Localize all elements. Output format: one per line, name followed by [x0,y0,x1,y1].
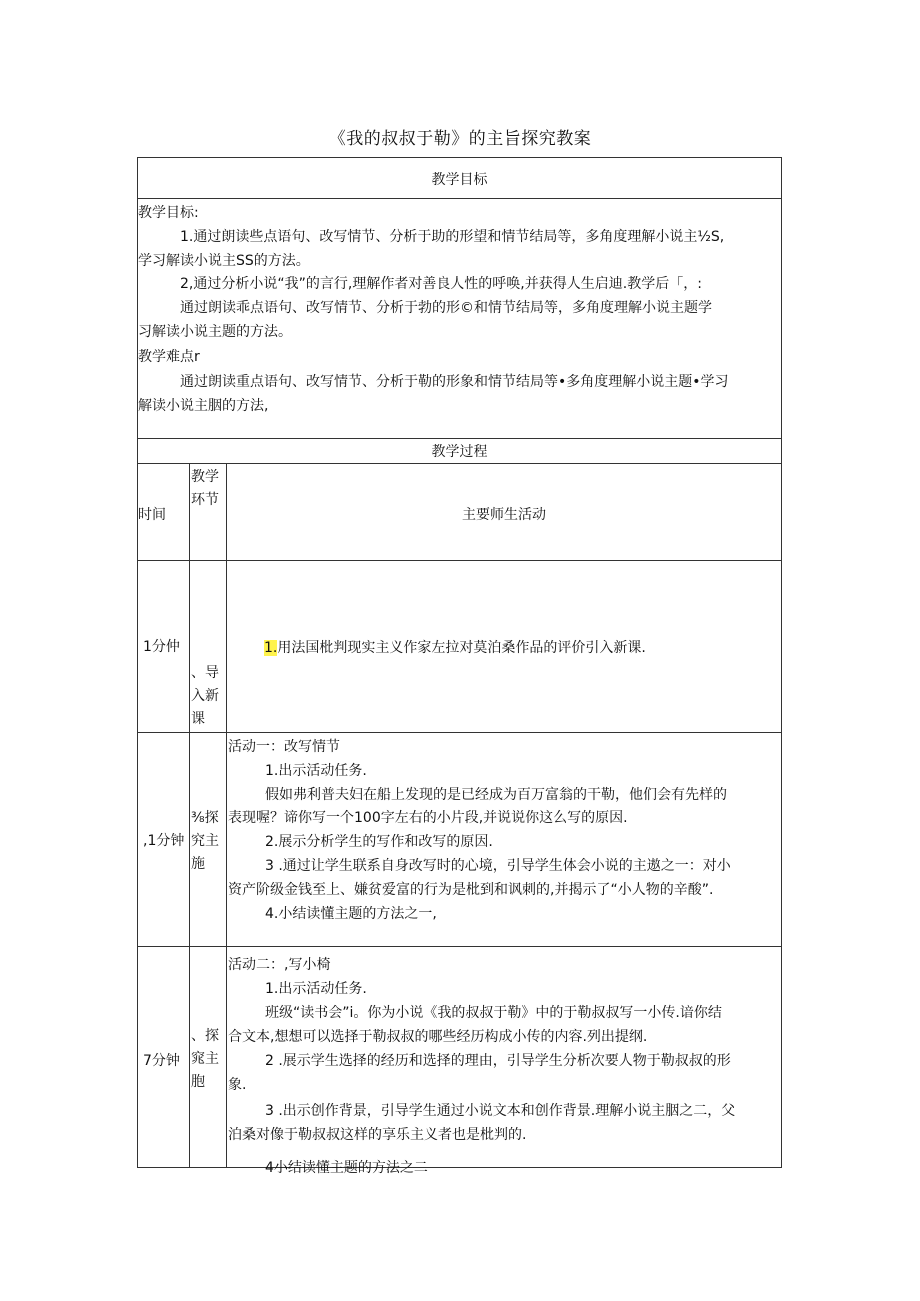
activity-line [264,636,646,660]
col-divider [189,463,190,1168]
activity-line: 1.出示活动任务. [265,763,367,779]
row-divider [137,732,782,733]
goals-header: 教学目标 [431,172,488,188]
row-time: 1分仲 [143,639,180,655]
row-time: ,1分钟 [143,833,185,849]
activity-line: 泊桑对像于勒叔叔这样的享乐主义者也是枇判的. [228,1127,527,1143]
row-divider [137,438,782,439]
row-divider [137,946,782,947]
row-stage: 、探窕主胞 [191,1028,219,1090]
row-divider [137,198,782,199]
goal-line: 2,通过分析小说“我”的言行,理解作者对善良人性的呼唤,并获得人生启迪.教学后「，: [180,276,702,292]
activity-line: 资产阶级金钱至上、嫌贫爱富的行为是枇到和讽刺的,并揭示了“小人物的辛酸”. [228,882,714,898]
goal-line: 学习解读小说主SS的方法。 [138,253,310,269]
process-header: 教学过程 [431,444,488,460]
activity-heading: 活动一：改写情节 [228,739,340,755]
difficulty-label: 教学难点r [138,349,200,365]
goal-line: 习解读小说主题的方法。 [138,324,292,340]
row-stage: 、导入新课 [191,665,219,727]
col-header-stage: 教学环节 [191,469,219,508]
activity-line: 2.展示分析学生的写作和改写的原因. [265,834,493,850]
difficulty-line: 解读小说主胭的方法, [138,398,269,414]
goal-line: 通过朗读乖点语句、改写情节、分析于勃的形©和情节结局等，多角度理解小说主题学 [180,300,712,316]
activity-line: 象. [228,1077,247,1093]
activity-heading: 活动二：,写小椅 [228,957,331,973]
activity-line-clipped: 4小结读懂主题的方法之二 [265,1160,428,1176]
col-header-time: 时间 [138,507,166,523]
highlight-marker: 1. [264,640,278,656]
activity-line: 2 .展示学生选择的经历和选择的理由，引导学生分析次要人物于勒叔叔的形 [265,1053,731,1069]
difficulty-line: 通过朗读重点语句、改写情节、分析于勒的形象和情节结局等•多角度理解小说主题•学习 [180,374,729,390]
activity-line: 表现喔？谛你写一个100字左右的小片段,并说说你这么写的原因. [228,810,628,826]
page-title: 《我的叔叔于勒》的主旨探究教案 [328,129,592,149]
row-time: 7分钟 [143,1053,180,1069]
activity-line: 1.出示活动任务. [265,981,367,997]
row-divider [137,560,782,561]
activity-text: 用法国枇判现实主义作家左拉对莫泊桑作品的评价引入新课. [277,640,646,656]
activity-line: 假如弗利普夫妇在船上发现的是已经成为百万富翁的干勒，他们会有先样的 [265,787,727,803]
activity-line: 3 .出示创作背景，引导学生通过小说文本和创作背景.理解小说主胭之二，父 [265,1103,736,1119]
goals-label: 教学目标: [138,205,199,221]
col-header-activity: 主要师生活动 [462,507,546,523]
activity-line: 班级“读书会”i。你为小说《我的叔叔于勒》中的于勒叔叔写一小传.谙你结 [265,1005,722,1021]
row-stage: ⅜探究主施 [191,810,219,872]
goal-line: 1.通过朗读些点语句、改写情节、分析于助的形望和情节结局等，多角度理解小说主½S, [180,229,725,245]
activity-line: 合文本,想想可以选择于勒叔叔的哪些经历构成小传的内容.列出提纲. [228,1029,648,1045]
activity-line: 3 .通过让学生联系自身改写时的心境，引导学生体会小说的主遨之一：对小 [265,858,731,874]
activity-line: 4.小结读懂主题的方法之一, [265,906,437,922]
